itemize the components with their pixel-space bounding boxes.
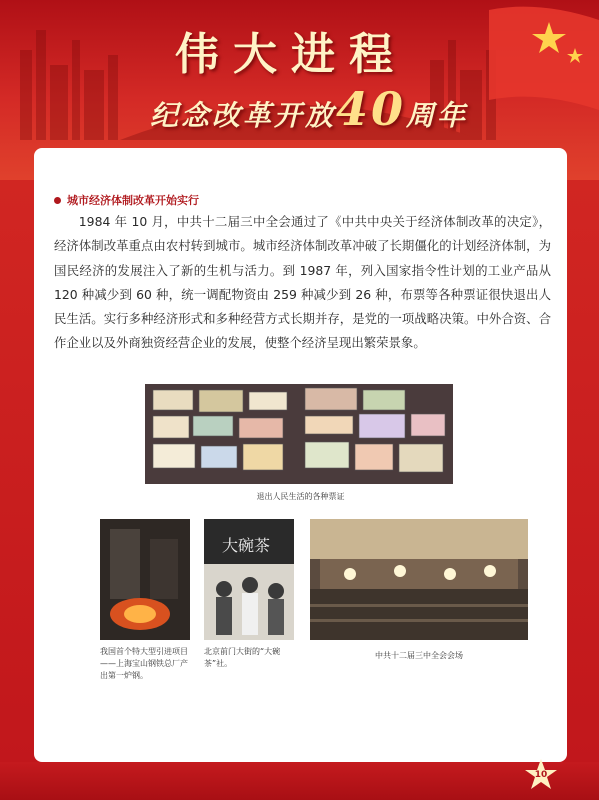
bottom-decoration-band — [0, 762, 599, 800]
steel-furnace-photo — [100, 519, 190, 640]
waving-flag-decoration — [479, 0, 599, 120]
tickets-caption: 退出人民生活的各种票证 — [256, 492, 345, 501]
steel-caption: 我国首个特大型引进项目——上海宝山钢铁总厂产出第一炉钢。 — [100, 647, 188, 680]
content-card — [34, 148, 567, 762]
tea-stall-photo — [204, 519, 294, 640]
subtitle-suffix: 周年 — [406, 99, 469, 132]
ration-tickets-illustration — [145, 384, 453, 484]
tea-stall-illustration — [204, 519, 294, 640]
page-subtitle — [150, 82, 480, 136]
body-paragraph: 1984 年 10 月，中共十二届三中全会通过了《中共中央关于经济体制改革的决定》，经济体制改革重点由农村转到城市。城市经济体制改革冲破了长期僵化的计划经济体制，为国民经济的发展注入了新的生机与活力。到 1987 年，列入国家指令性计划的工业产品从 120 种减少到 60 种，统一调配物资由 259 种减少到 26 种，布票等各种票证很快退出人民生活。实行多种经济形式和多种经营方式长期并存，是党的一项战略决策。中外合资、合作企业以及外商独资经营企业的发展，使整个经济呈现出繁荣景象。 — [54, 214, 551, 351]
bullet-dot-icon — [54, 197, 61, 204]
page-title: 伟大进程 — [175, 29, 407, 80]
plenum-hall-illustration — [310, 519, 528, 640]
section-heading-text: 城市经济体制改革开始实行 — [67, 194, 199, 207]
steel-furnace-illustration — [100, 519, 190, 640]
plenum-hall-photo — [310, 519, 528, 640]
subtitle-prefix: 纪念改革开放 — [150, 99, 337, 132]
ration-tickets-photo — [145, 384, 453, 484]
tea-stall-sign: 大碗茶 — [222, 536, 271, 555]
tea-stall-caption: 北京前门大街的“大碗茶”社。 — [204, 647, 281, 668]
plenum-caption: 中共十二届三中全会会场 — [375, 651, 463, 660]
page-number: 10 — [534, 770, 548, 780]
subtitle-number: 40 — [336, 82, 407, 136]
section-heading — [54, 192, 199, 208]
